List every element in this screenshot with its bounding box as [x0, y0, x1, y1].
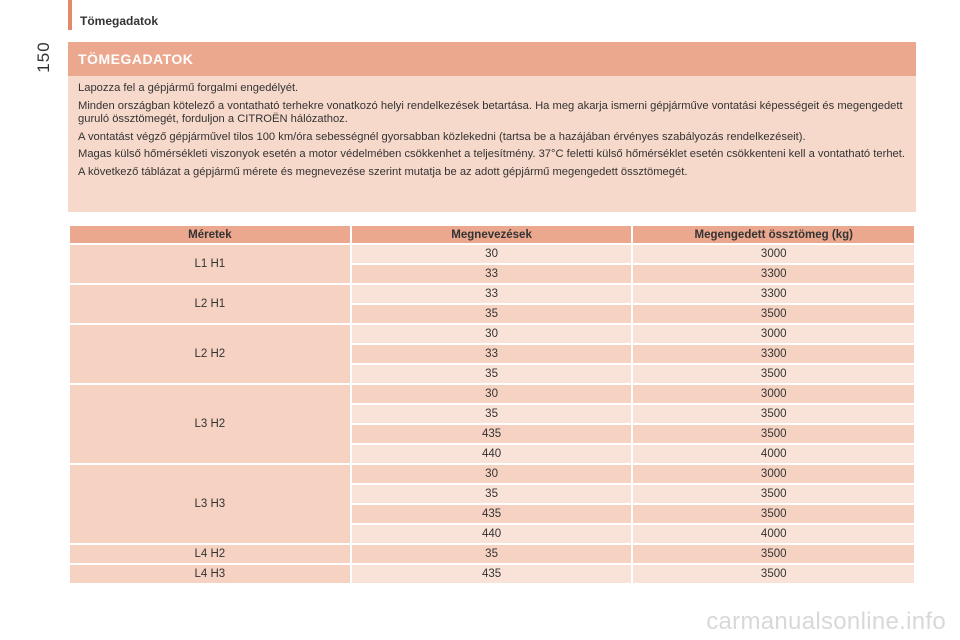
info-paragraph: A vontatást végző gépjárművel tilos 100 km/óra sebességnél gyorsabban közlekedni (tartsa be a hazájában érvényes szabályozás rendelkezéseit).: [78, 130, 806, 143]
info-paragraph: Lapozza fel a gépjármű forgalmi engedélyét.: [78, 82, 299, 94]
cell-designation: 440: [352, 525, 632, 543]
chapter-title: Tömegadatok: [80, 14, 159, 28]
cell-max-weight: 4000: [633, 445, 914, 463]
cell-max-weight: 3500: [633, 505, 914, 523]
cell-max-weight: 3300: [633, 345, 914, 363]
header-accent-bar: [68, 0, 72, 30]
cell-designation: 35: [352, 545, 632, 563]
cell-dimension: L4 H3: [70, 565, 350, 583]
watermark: carmanualsonline.info: [706, 608, 946, 635]
page-number-text: 150: [34, 41, 53, 73]
cell-designation: 30: [352, 385, 632, 403]
cell-max-weight: 3300: [633, 265, 914, 283]
info-paragraph: A következő táblázat a gépjármű mérete és megnevezése szerint mutatja be az adott gépjármű megengedett össztömegét.: [78, 165, 688, 178]
cell-designation: 35: [352, 305, 632, 323]
cell-dimension: L1 H1: [70, 245, 350, 283]
info-box-title: TÖMEGADATOK: [68, 42, 916, 76]
cell-designation: 33: [352, 285, 632, 303]
table-row: [70, 565, 914, 583]
cell-designation: 30: [352, 325, 632, 343]
info-box: [68, 42, 916, 212]
cell-max-weight: 3500: [633, 425, 914, 443]
cell-max-weight: 3500: [633, 365, 914, 383]
cell-max-weight: 3500: [633, 565, 914, 583]
cell-max-weight: 4000: [633, 525, 914, 543]
table-row: [70, 285, 914, 303]
page-number: [32, 42, 56, 72]
cell-max-weight: 3500: [633, 405, 914, 423]
weights-table: [68, 224, 916, 585]
cell-max-weight: 3000: [633, 465, 914, 483]
cell-designation: 35: [352, 365, 632, 383]
cell-designation: 30: [352, 245, 632, 263]
cell-dimension: L3 H3: [70, 465, 350, 543]
cell-designation: 35: [352, 405, 632, 423]
cell-max-weight: 3000: [633, 245, 914, 263]
cell-max-weight: 3300: [633, 285, 914, 303]
header-designations: Megnevezések: [352, 226, 632, 243]
cell-max-weight: 3000: [633, 385, 914, 403]
table-header-row: [70, 226, 914, 243]
header-max-weight: Megengedett össztömeg (kg): [633, 226, 914, 243]
info-paragraph: Magas külső hőmérsékleti viszonyok esetén a motor védelmében csökkenhet a teljesítmény. 37°C feletti külső hőmérséklet esetén csökkenteni kell a vontatható terhet.: [78, 148, 905, 160]
cell-designation: 435: [352, 505, 632, 523]
cell-designation: 33: [352, 345, 632, 363]
cell-max-weight: 3500: [633, 545, 914, 563]
cell-max-weight: 3000: [633, 325, 914, 343]
info-box-body: [68, 76, 916, 179]
cell-dimension: L3 H2: [70, 385, 350, 463]
info-paragraph: Minden országban kötelező a vontatható terhekre vonatkozó helyi rendelkezések betartása. Ha meg akarja ismerni gépjárműve vontatási képességeit és megengedett guruló össztömegét, forduljon a CITROËN hálózathoz.: [78, 99, 903, 125]
cell-dimension: L2 H1: [70, 285, 350, 323]
cell-max-weight: 3500: [633, 305, 914, 323]
cell-dimension: L2 H2: [70, 325, 350, 383]
header-dimensions: Méretek: [70, 226, 350, 243]
cell-max-weight: 3500: [633, 485, 914, 503]
cell-designation: 33: [352, 265, 632, 283]
cell-designation: 30: [352, 465, 632, 483]
cell-designation: 440: [352, 445, 632, 463]
table-row: [70, 465, 914, 483]
table-row: [70, 325, 914, 343]
weights-table-body: [70, 245, 914, 583]
table-row: [70, 545, 914, 563]
cell-designation: 35: [352, 485, 632, 503]
cell-designation: 435: [352, 565, 632, 583]
table-row: [70, 245, 914, 263]
table-row: [70, 385, 914, 403]
cell-designation: 435: [352, 425, 632, 443]
cell-dimension: L4 H2: [70, 545, 350, 563]
